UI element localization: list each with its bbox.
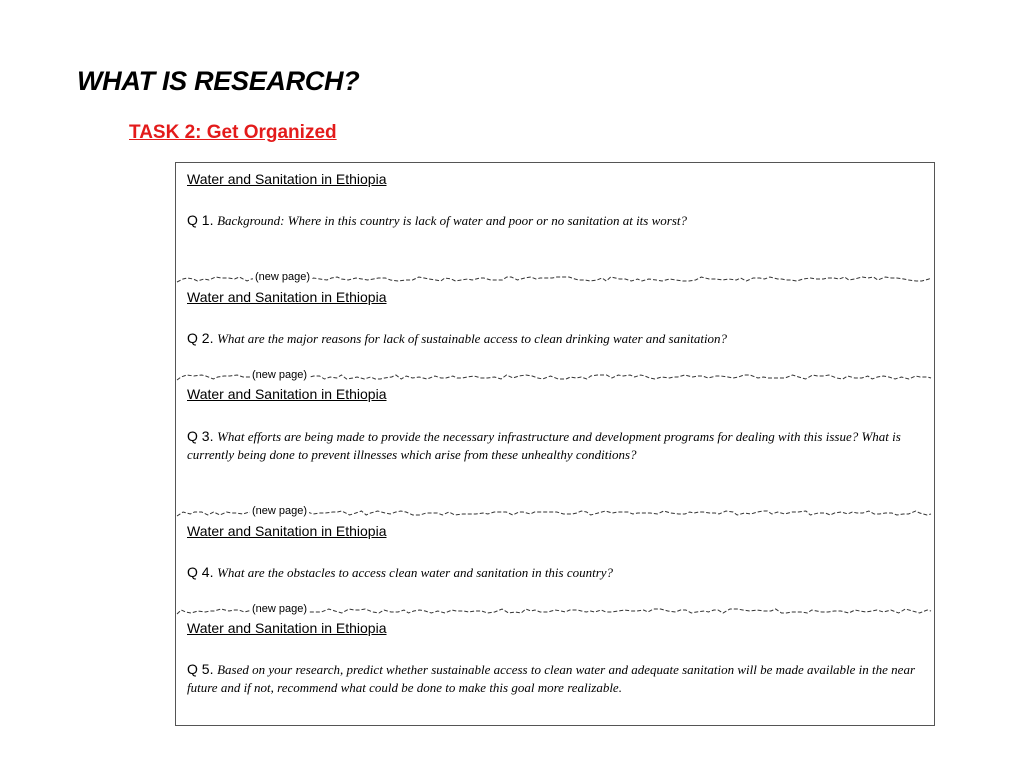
question-2 [187,329,922,348]
question-label: Q 2. [187,330,214,346]
question-3 [187,427,922,464]
page-break [176,506,936,520]
page-break [176,370,936,384]
page-break-label: (new page) [252,603,308,615]
question-text: Background: Where in this country is lack of water and poor or no sanitation at its worst? [217,213,687,228]
question-text: What are the major reasons for lack of sustainable access to clean drinking water and sanitation? [217,331,728,346]
section-heading: Water and Sanitation in Ethiopia [187,171,387,187]
question-4 [187,563,922,582]
section-heading: Water and Sanitation in Ethiopia [187,289,387,305]
page-break [176,604,936,618]
question-1 [187,211,922,230]
page-break-label: (new page) [252,505,308,517]
document-box [175,162,935,726]
section-heading: Water and Sanitation in Ethiopia [187,523,387,539]
question-label: Q 1. [187,212,214,228]
section-heading: Water and Sanitation in Ethiopia [187,386,387,402]
page-break-label: (new page) [255,271,311,283]
question-text: What efforts are being made to provide the necessary infrastructure and development programs for dealing with this issue? What is currently being done to prevent illnesses which arise from these unhealthy conditions? [187,429,901,462]
question-text: Based on your research, predict whether sustainable access to clean water and adequate sanitation will be made available in the near future and if not, recommend what could be done to make this goal more realizable. [187,662,916,695]
section-heading: Water and Sanitation in Ethiopia [187,620,387,636]
question-label: Q 4. [187,564,214,580]
question-text: What are the obstacles to access clean water and sanitation in this country? [217,565,614,580]
slide-title: WHAT IS RESEARCH? [77,66,360,96]
question-5 [187,660,922,697]
question-label: Q 3. [187,428,214,444]
page-break-label: (new page) [252,369,308,381]
task-title: TASK 2: Get Organized [129,122,337,143]
question-label: Q 5. [187,661,214,677]
page-break [176,272,936,286]
